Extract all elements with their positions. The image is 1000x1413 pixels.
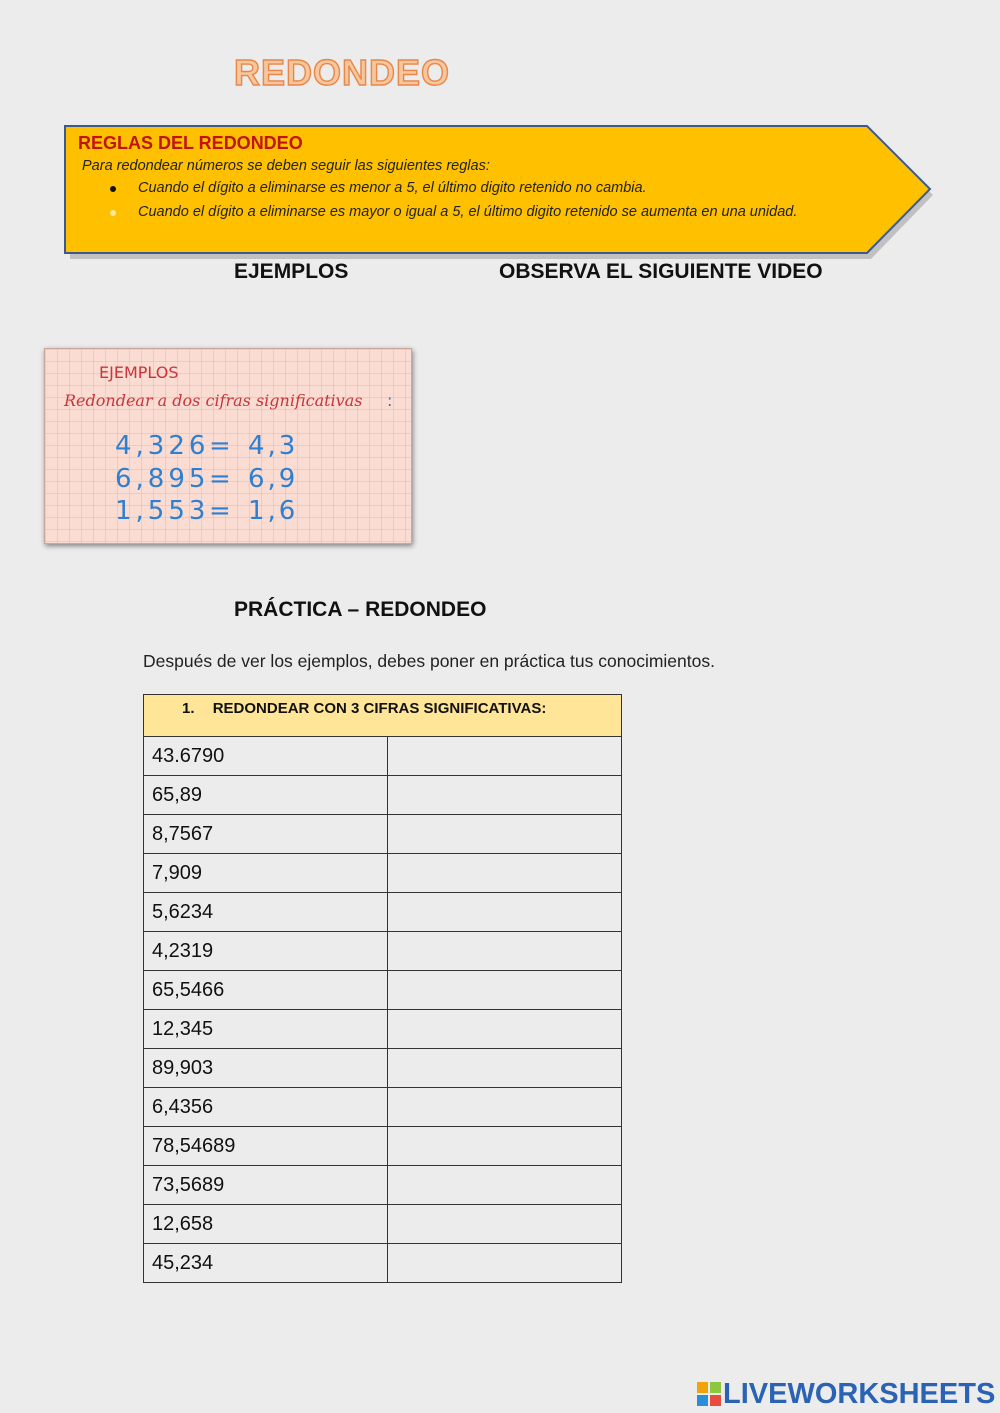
value-cell: 7,909 <box>144 854 388 893</box>
example-row-right: 6,9 <box>248 464 299 494</box>
logo-icon <box>697 1382 721 1406</box>
example-heading: EJEMPLOS <box>99 363 179 382</box>
value-cell: 8,7567 <box>144 815 388 854</box>
example-row-left: 1,553 <box>115 496 210 526</box>
liveworksheets-logo[interactable] <box>697 1377 995 1411</box>
answer-cell[interactable] <box>388 1166 622 1205</box>
page-title: REDONDEO <box>234 52 451 93</box>
rules-intro: Para redondear números se deben seguir las siguientes reglas: <box>82 158 490 174</box>
rule-item <box>78 204 868 220</box>
answer-cell[interactable] <box>388 1127 622 1166</box>
table-row <box>144 1010 622 1049</box>
table-row <box>144 815 622 854</box>
example-row-eq: = <box>209 464 231 494</box>
rule-text: Cuando el dígito a eliminarse es menor a 5, el último digito retenido no cambia. <box>138 180 647 196</box>
answer-cell[interactable] <box>388 776 622 815</box>
table-header-row <box>144 695 622 737</box>
table-header <box>144 695 622 737</box>
value-cell: 89,903 <box>144 1049 388 1088</box>
answer-cell[interactable] <box>388 854 622 893</box>
example-colon: : <box>387 391 393 410</box>
table-row <box>144 1205 622 1244</box>
table-header-text: REDONDEAR CON 3 CIFRAS SIGNIFICATIVAS: <box>212 700 547 717</box>
bullet-icon <box>110 210 116 216</box>
answer-cell[interactable] <box>388 971 622 1010</box>
answer-cell[interactable] <box>388 1088 622 1127</box>
answer-cell[interactable] <box>388 1205 622 1244</box>
table-row <box>144 932 622 971</box>
example-row-eq: = <box>209 431 231 461</box>
rules-content <box>78 133 868 228</box>
value-cell: 12,345 <box>144 1010 388 1049</box>
value-cell: 65,89 <box>144 776 388 815</box>
answer-cell[interactable] <box>388 932 622 971</box>
practice-intro: Después de ver los ejemplos, debes poner en práctica tus conocimientos. <box>143 651 715 671</box>
grid-paper-example <box>45 349 411 543</box>
table-row <box>144 737 622 776</box>
table-row <box>144 1049 622 1088</box>
examples-image <box>44 348 412 544</box>
table-row <box>144 1127 622 1166</box>
table-row <box>144 1088 622 1127</box>
table-row <box>144 854 622 893</box>
rule-item <box>78 180 868 196</box>
table-row <box>144 893 622 932</box>
value-cell: 45,234 <box>144 1244 388 1283</box>
rule-text: Cuando el dígito a eliminarse es mayor o igual a 5, el último digito retenido se aumenta en una unidad. <box>138 204 798 220</box>
example-row-left: 6,895 <box>115 464 210 494</box>
answer-cell[interactable] <box>388 815 622 854</box>
example-row-right: 1,6 <box>248 496 299 526</box>
value-cell: 78,54689 <box>144 1127 388 1166</box>
video-heading: OBSERVA EL SIGUIENTE VIDEO <box>499 260 823 283</box>
value-cell: 12,658 <box>144 1205 388 1244</box>
answer-cell[interactable] <box>388 1049 622 1088</box>
rules-list <box>78 180 868 220</box>
value-cell: 5,6234 <box>144 893 388 932</box>
example-row-right: 4,3 <box>248 431 299 461</box>
value-cell: 4,2319 <box>144 932 388 971</box>
example-row-left: 4,326 <box>115 431 210 461</box>
examples-heading: EJEMPLOS <box>234 260 349 283</box>
value-cell: 6,4356 <box>144 1088 388 1127</box>
table-row <box>144 1244 622 1283</box>
bullet-icon <box>110 186 116 192</box>
table-row <box>144 776 622 815</box>
table-row <box>144 971 622 1010</box>
example-row-eq: = <box>209 496 231 526</box>
practice-table-body <box>144 737 622 1283</box>
rules-banner <box>64 125 934 259</box>
value-cell: 65,5466 <box>144 971 388 1010</box>
answer-cell[interactable] <box>388 737 622 776</box>
value-cell: 43.6790 <box>144 737 388 776</box>
practice-heading: PRÁCTICA – REDONDEO <box>234 598 487 621</box>
answer-cell[interactable] <box>388 893 622 932</box>
value-cell: 73,5689 <box>144 1166 388 1205</box>
table-number: 1. <box>182 700 195 717</box>
example-subtitle: Redondear a dos cifras significativas <box>64 391 363 410</box>
logo-text: LIVEWORKSHEETS <box>723 1377 996 1410</box>
table-row <box>144 1166 622 1205</box>
rules-heading: REGLAS DEL REDONDEO <box>78 133 303 153</box>
practice-table <box>143 694 622 1283</box>
answer-cell[interactable] <box>388 1010 622 1049</box>
answer-cell[interactable] <box>388 1244 622 1283</box>
